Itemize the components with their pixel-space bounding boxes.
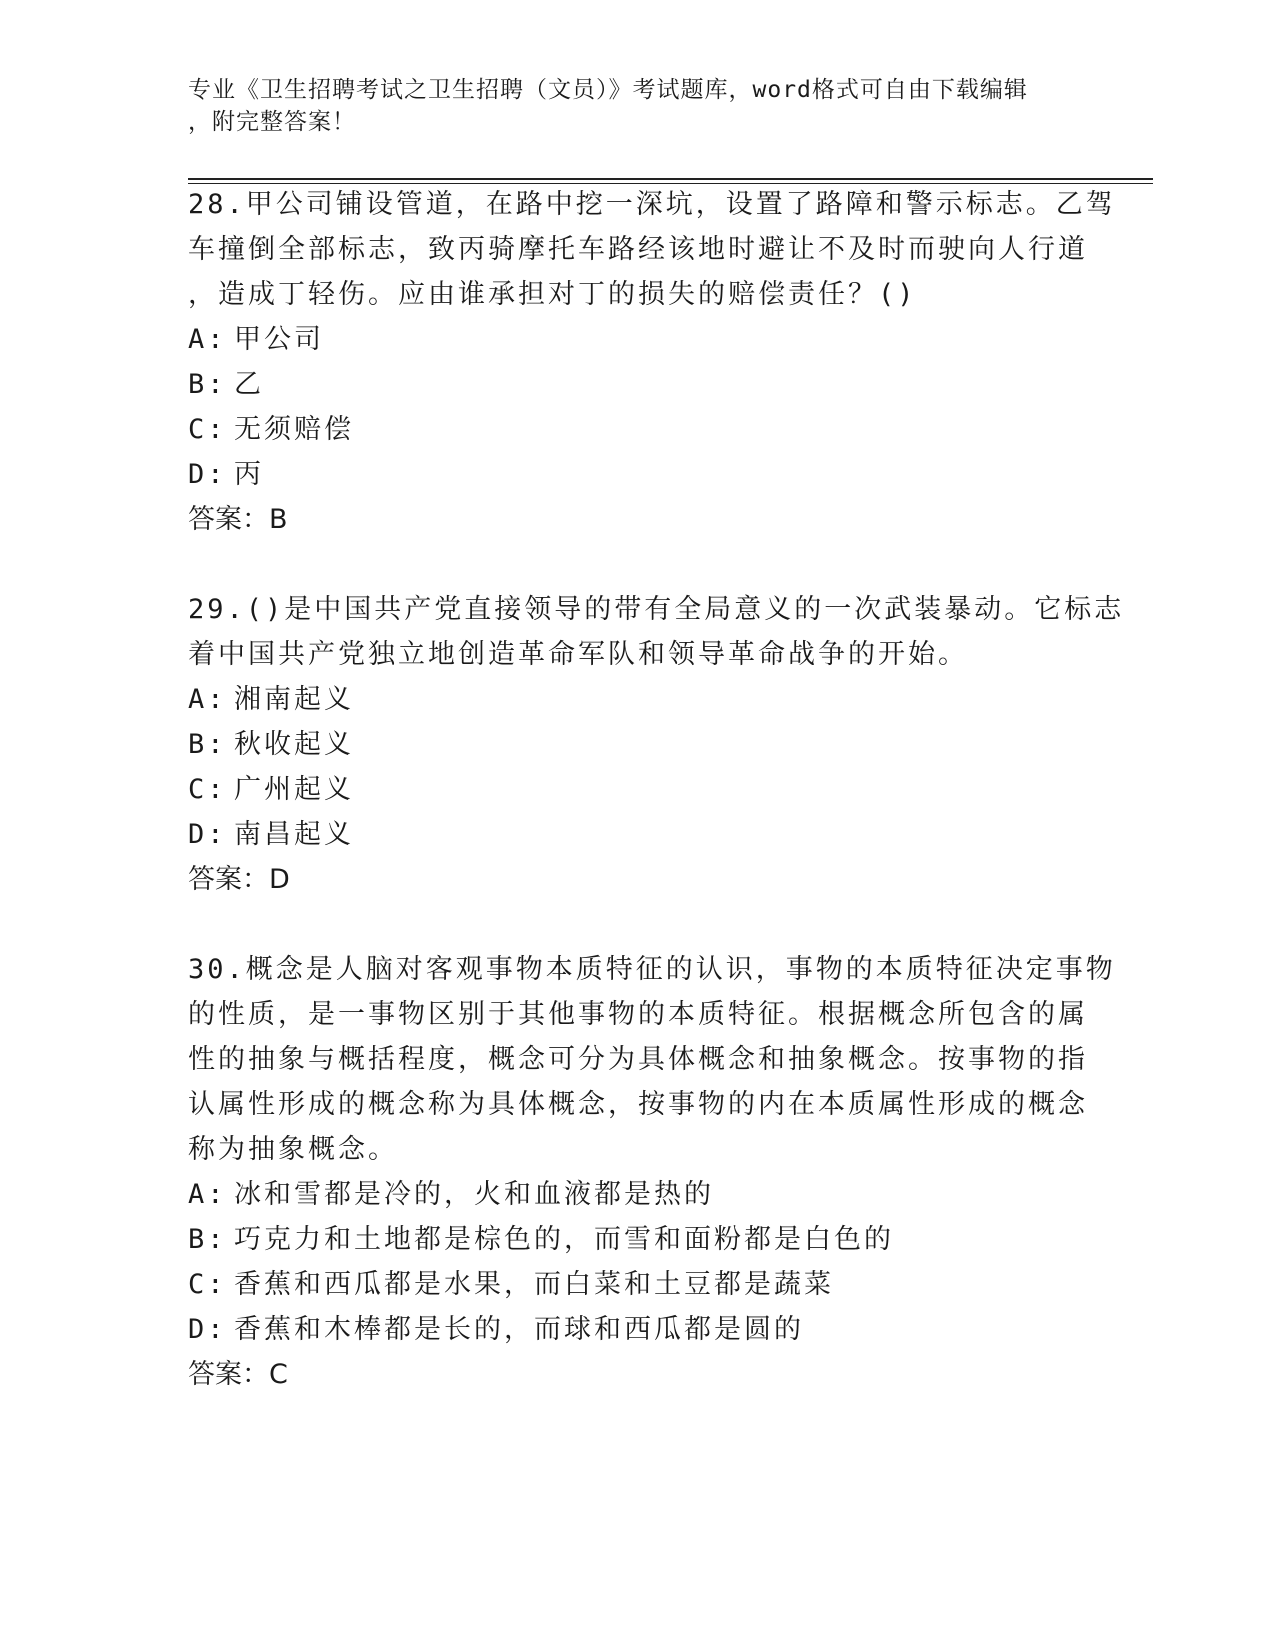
question-30: [188, 947, 1116, 1397]
option-b: [188, 722, 1088, 767]
answer-line: 答案：C: [188, 1359, 288, 1390]
option-a: [188, 1172, 1088, 1217]
option-text: 甲公司: [234, 324, 324, 355]
option-b: [188, 362, 1088, 407]
answer-line: 答案：D: [188, 864, 290, 895]
option-b: [188, 1217, 1088, 1262]
option-text: 南昌起义: [234, 819, 354, 850]
option-text: 丙: [234, 459, 264, 490]
option-d: [188, 1307, 1088, 1352]
question-stem-line: 认属性形成的概念称为具体概念，按事物的内在本质属性形成的概念: [188, 1089, 1088, 1120]
question-stem-line: 29.()是中国共产党直接领导的带有全局意义的一次武装暴动。它标志: [188, 594, 1125, 625]
option-text: 巧克力和土地都是棕色的，而雪和面粉都是白色的: [234, 1224, 894, 1255]
option-c: [188, 407, 1088, 452]
option-text: 乙: [234, 369, 264, 400]
question-stem-line: 车撞倒全部标志，致丙骑摩托车路经该地时避让不及时而驶向人行道: [188, 234, 1088, 265]
question-stem-line: ，造成丁轻伤。应由谁承担对丁的损失的赔偿责任？(): [188, 279, 917, 310]
question-stem-line: 的性质，是一事物区别于其他事物的本质特征。根据概念所包含的属: [188, 999, 1088, 1030]
header-line: ，附完整答案！: [188, 109, 356, 135]
question-stem-line: 着中国共产党独立地创造革命军队和领导革命战争的开始。: [188, 639, 968, 670]
option-text: 无须赔偿: [234, 414, 354, 445]
header-divider-thick: [188, 178, 1153, 180]
option-text: 香蕉和西瓜都是水果，而白菜和土豆都是蔬菜: [234, 1269, 834, 1300]
option-key: D:: [188, 819, 227, 850]
question-stem-line: 称为抽象概念。: [188, 1134, 398, 1165]
option-key: C:: [188, 774, 227, 805]
option-c: [188, 767, 1088, 812]
option-d: [188, 812, 1088, 857]
option-a: [188, 677, 1088, 722]
option-key: B:: [188, 1224, 227, 1255]
option-a: [188, 317, 1088, 362]
option-d: [188, 452, 1088, 497]
option-c: [188, 1262, 1088, 1307]
question-stem-line: 30.概念是人脑对客观事物本质特征的认识，事物的本质特征决定事物: [188, 954, 1116, 985]
answer-line: 答案：B: [188, 504, 288, 535]
question-29: [188, 587, 1125, 902]
document-header: [188, 74, 1068, 138]
question-stem-line: 28.甲公司铺设管道，在路中挖一深坑，设置了路障和警示标志。乙驾: [188, 189, 1116, 220]
option-text: 秋收起义: [234, 729, 354, 760]
header-line: 专业《卫生招聘考试之卫生招聘（文员）》考试题库，word格式可自由下载编辑: [188, 77, 1028, 103]
option-text: 广州起义: [234, 774, 354, 805]
option-key: A:: [188, 1179, 227, 1210]
option-text: 湘南起义: [234, 684, 354, 715]
option-key: C:: [188, 414, 227, 445]
question-28: [188, 182, 1116, 542]
option-key: C:: [188, 1269, 227, 1300]
option-key: D:: [188, 459, 227, 490]
option-key: B:: [188, 729, 227, 760]
option-key: A:: [188, 684, 227, 715]
option-key: A:: [188, 324, 227, 355]
question-stem-line: 性的抽象与概括程度，概念可分为具体概念和抽象概念。按事物的指: [188, 1044, 1088, 1075]
option-text: 香蕉和木棒都是长的，而球和西瓜都是圆的: [234, 1314, 804, 1345]
option-text: 冰和雪都是冷的，火和血液都是热的: [234, 1179, 714, 1210]
option-key: B:: [188, 369, 227, 400]
option-key: D:: [188, 1314, 227, 1345]
